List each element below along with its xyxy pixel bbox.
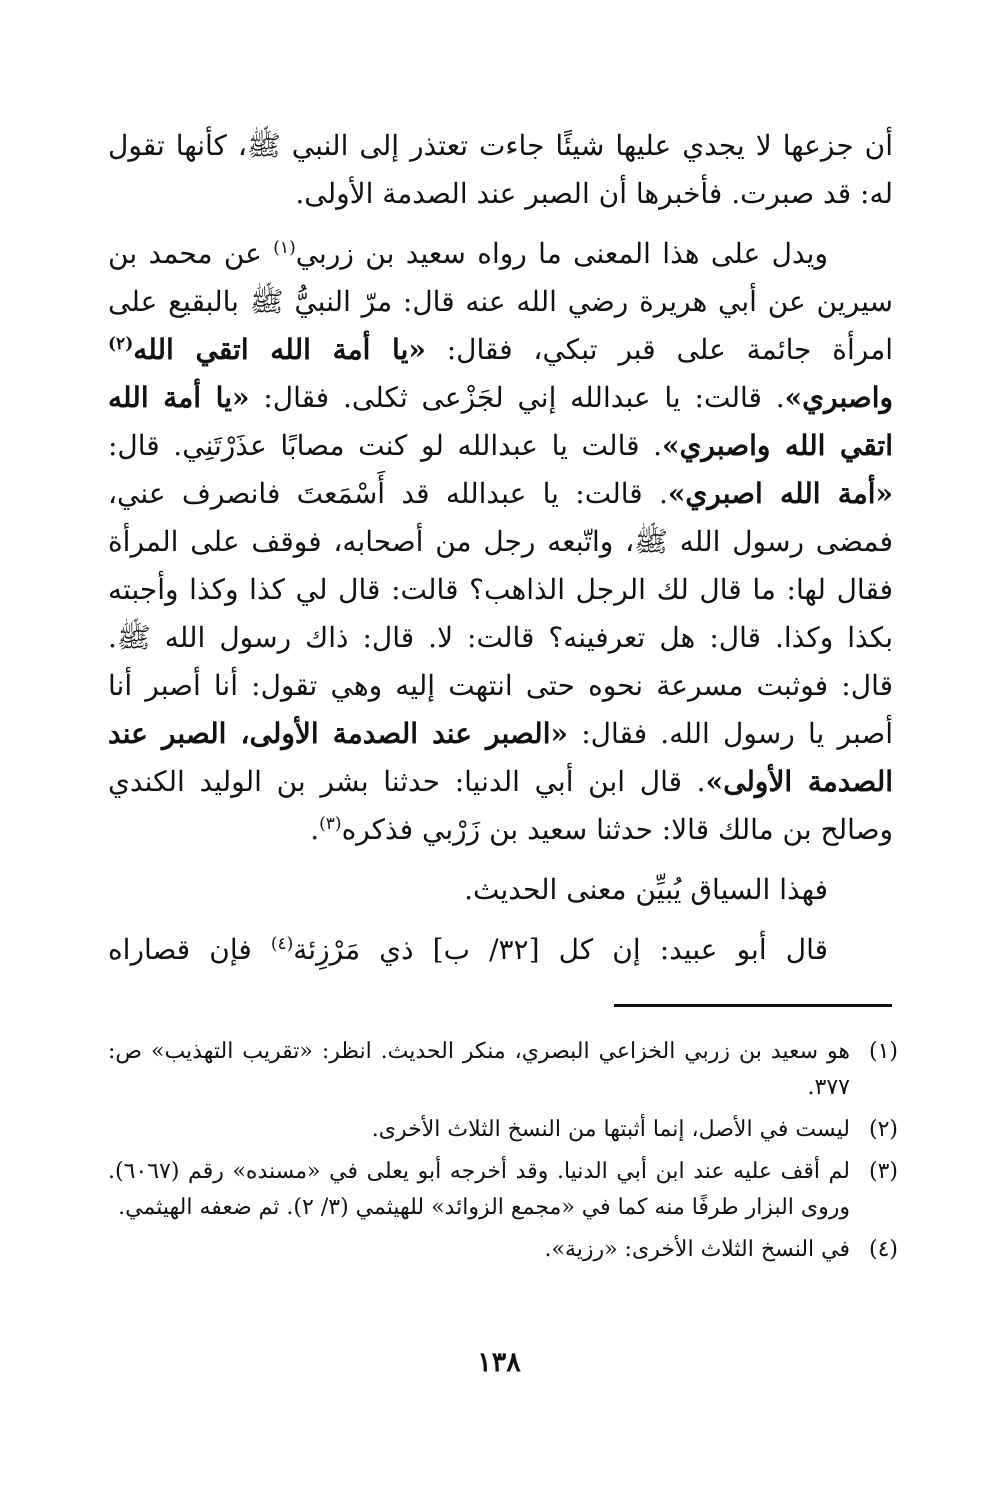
paragraph-2-part-f: . قال ابن أبي الدنيا: حدثنا بشر بن الوليد الكندي وصالح بن مالك قالا: حدثنا سعيد بن زَرْبي فذكره [108, 765, 893, 846]
footnote-text: هو سعيد بن زربي الخزاعي البصري، منكر الحديث. انظر: «تقريب التهذيب» ص: ٣٧٧. [108, 1039, 850, 1100]
footnote-ref-4: (٤) [270, 934, 294, 954]
hadith-quote-2: «يا أمة الله اتقي الله واصبري» [108, 381, 893, 462]
footnote-ref-3: (٣) [319, 814, 342, 834]
paragraph-1-text: أن جزعها لا يجدي عليها شيئًا جاءت تعتذر إلى النبي ﷺ، كأنها تقول له: قد صبرت. فأخبرها أن الصبر عند الصدمة الأولى. [108, 129, 893, 210]
hadith-quote-4: «الصبر عند الصدمة الأولى، الصبر عند الصدمة الأولى» [108, 717, 894, 798]
paragraph-2-part-e: . قالت: يا عبدالله قد أَسْمَعتَ فانصرف عني، فمضى رسول الله ﷺ، واتّبعه رجل من أصحابه، فوقف على المرأة فقال لها: ما قال لك الرجل الذاهب؟ قالت: قال لي كذا وكذا وأجبته بكذا وكذا. قال: هل تعرفينه؟ قالت: لا. قال: ذاك رسول الله ﷺ. قال: فوثبت مسرعة نحوه حتى انتهت إليه وهي تقول: أنا أصبر أنا أصبر يا رسول الله. فقال: [108, 477, 894, 750]
hadith-quote-3: «أمة الله اصبري» [667, 477, 894, 510]
paragraph-2-part-c: . قالت: يا عبدالله إني لجَزْعى ثكلى. فقال: [249, 381, 785, 414]
hadith-quote-1-end: واصبري» [784, 381, 893, 414]
main-text [108, 122, 893, 986]
footnotes [108, 1034, 898, 1274]
footnote-number: (٣) [868, 1159, 898, 1184]
paragraph-4-part-b: فإن قصاراه [108, 933, 271, 966]
paragraph-4-part-a: قال أبو عبيد: إن كل [٣٢/ ب] ذي مَرْزِئة [293, 933, 828, 966]
footnote-2 [108, 1112, 898, 1148]
footnote-ref-1: (١) [273, 238, 296, 258]
paragraph-2-part-a: ويدل على هذا المعنى ما رواه سعيد بن زربي [295, 237, 828, 270]
paragraph-1 [108, 122, 893, 218]
footnote-number: (٤) [868, 1237, 898, 1262]
footnote-ref-2: (٢) [108, 334, 134, 354]
page-number: ١٣٨ [477, 1347, 521, 1378]
footnote-4 [108, 1232, 898, 1268]
hadith-quote-1: «يا أمة الله اتقي الله [133, 333, 426, 366]
footnote-1 [108, 1034, 898, 1106]
footnote-number: (١) [868, 1039, 898, 1064]
paragraph-3 [108, 866, 893, 914]
paragraph-3-text: فهذا السياق يُبيِّن معنى الحديث. [464, 873, 828, 906]
footnote-number: (٢) [868, 1117, 898, 1142]
footnote-3 [108, 1154, 898, 1226]
paragraph-4 [108, 926, 893, 974]
paragraph-2-part-d: . قالت يا عبدالله لو كنت مصابًا عذَرْتَنِي. قال: [108, 429, 663, 462]
footnote-divider [614, 1004, 892, 1007]
paragraph-2-end: . [310, 813, 320, 846]
footnote-text: في النسخ الثلاث الأخرى: «رزية». [544, 1237, 850, 1262]
paragraph-2-part-b: عن محمد بن سيرين عن أبي هريرة رضي الله عنه قال: مرّ النبيُّ ﷺ بالبقيع على امرأة جائمة على قبر تبكي، فقال: [108, 237, 893, 366]
footnote-text: لم أقف عليه عند ابن أبي الدنيا. وقد أخرجه أبو يعلى في «مسنده» رقم (٦٠٦٧). وروى البزار طرفًا منه كما في «مجمع الزوائد» للهيثمي (٣/ ٢). ثم ضعفه الهيثمي. [108, 1159, 850, 1220]
paragraph-2 [108, 230, 893, 854]
footnote-text: ليست في الأصل، إنما أثبتها من النسخ الثلاث الأخرى. [371, 1117, 850, 1142]
